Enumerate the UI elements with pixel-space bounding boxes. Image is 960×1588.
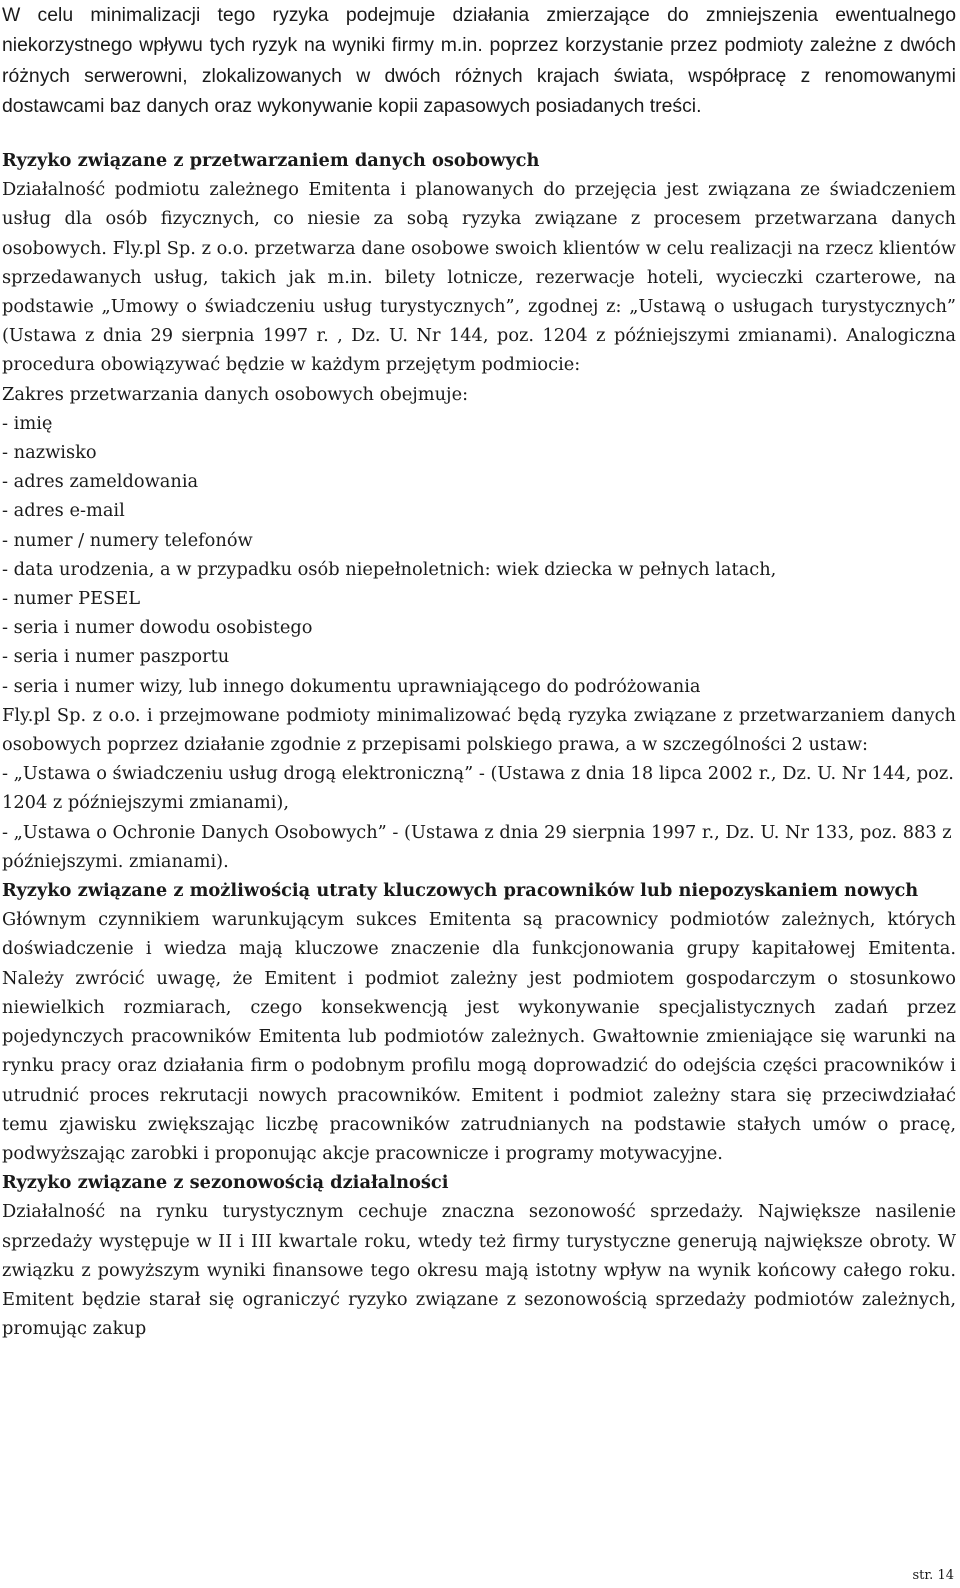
- closing-paragraph: Fly.pl Sp. z o.o. i przejmowane podmioty minimalizować będą ryzyka związane z przetwarzaniem danych osobowych poprzez działanie zgodnie z przepisami polskiego prawa, a w szczególności 2 ustaw:: [2, 704, 956, 756]
- personal-data-paragraph: Działalność podmiotu zależnego Emitenta i planowanych do przejęcia jest związana ze świadczeniem usług dla osób fizycznych, co niesie za sobą ryzyka związane z procesem przetwarzana danych osobowych. Fly.pl Sp. z o.o. przetwarza dane osobowe swoich klientów w celu realizacji na rzecz klientów sprzedawanych usług, takich jak m.in. bilety lotnicze, rezerwacje hoteli, wycieczki czarterowe, na podstawie „Umowy o świadczeniu usług turystycznych”, zgodnej z: „Ustawą o usługach turystycznych” (Ustawa z dnia 29 sierpnia 1997 r. , Dz. U. Nr 144, poz. 1204 z późniejszymi zmianami). Analogiczna procedura obowiązywać będzie w każdym przejętym podmiocie:: [2, 179, 956, 376]
- list-item: - nazwisko: [2, 442, 97, 464]
- list-item: - data urodzenia, a w przypadku osób niepełnoletnich: wiek dziecka w pełnych latach,: [2, 558, 777, 580]
- section-heading-personal-data: Ryzyko związane z przetwarzaniem danych osobowych: [2, 150, 540, 171]
- list-item: - adres e-mail: [2, 500, 125, 522]
- list-item: - imię: [2, 412, 53, 434]
- section-heading-seasonality: Ryzyko związane z sezonowością działalności: [2, 1172, 449, 1194]
- seasonality-paragraph: Działalność na rynku turystycznym cechuje znaczna sezonowość sprzedaży. Największe nasilenie sprzedaży występuje w II i III kwartale roku, wtedy też firmy turystyczne generują największe obroty. W związku z powyższym wyniki finansowe tego okresu mają istotny wpływ na wynik końcowy całego roku. Emitent będzie starał się ograniczyć ryzyko związane z sezonowością sprzedaży podmiotów zależnych, promując zakup: [2, 1201, 956, 1340]
- list-item: - numer / numery telefonów: [2, 529, 253, 551]
- law-item: - „Ustawa o świadczeniu usług drogą elektroniczną” - (Ustawa z dnia 18 lipca 2002 r., Dz. U. Nr 144, poz. 1204 z późniejszymi zmianami),: [2, 763, 954, 814]
- scope-label: Zakres przetwarzania danych osobowych obejmuje:: [2, 383, 469, 405]
- page-number: str. 14: [912, 1568, 954, 1583]
- intro-paragraph: W celu minimalizacji tego ryzyka podejmuje działania zmierzające do zmniejszenia ewentualnego niekorzystnego wpływu tych ryzyk na wyniki firmy m.in. poprzez korzystanie przez podmioty zależne z dwóch różnych serwerowni, zlokalizowanych w dwóch różnych krajach świata, współpracę z renomowanymi dostawcami baz danych oraz wykonywanie kopii zapasowych posiadanych treści.: [2, 4, 956, 118]
- list-item: - seria i numer dowodu osobistego: [2, 617, 313, 639]
- section-heading-key-staff: Ryzyko związane z możliwością utraty kluczowych pracowników lub niepozyskaniem nowych: [2, 880, 919, 902]
- key-staff-paragraph: Głównym czynnikiem warunkującym sukces Emitenta są pracownicy podmiotów zależnych, których doświadczenie i wiedza mają kluczowe znaczenie dla funkcjonowania grupy kapitałowej Emitenta. Należy zwrócić uwagę, że Emitent i podmiot zależny jest podmiotem gospodarczym o stosunkowo niewielkich rozmiarach, czego konsekwencją jest wykonywanie specjalistycznych zadań przez pojedynczych pracowników Emitenta lub podmiotów zależnych. Gwałtownie zmieniające się warunki na rynku pracy oraz działania firm o podobnym profilu mogą doprowadzić do odejścia części pracowników i utrudnić proces rekrutacji nowych pracowników. Emitent i podmiot zależny stara się przeciwdziałać temu zjawisku zwiększając liczbę pracowników zatrudnianych na podstawie stałych umów o pracę, podwyższając zarobki i proponując akcje pracownicze i programy motywacyjne.: [2, 909, 956, 1164]
- list-item: - adres zameldowania: [2, 471, 199, 493]
- document-body: [2, 146, 956, 1343]
- law-item: - „Ustawa o Ochronie Danych Osobowych” - (Ustawa z dnia 29 sierpnia 1997 r., Dz. U. Nr 133, poz. 883 z późniejszymi. zmianami).: [2, 821, 952, 872]
- list-item: - seria i numer wizy, lub innego dokumentu uprawniającego do podróżowania: [2, 675, 701, 697]
- list-item: - numer PESEL: [2, 588, 141, 610]
- list-item: - seria i numer paszportu: [2, 646, 230, 668]
